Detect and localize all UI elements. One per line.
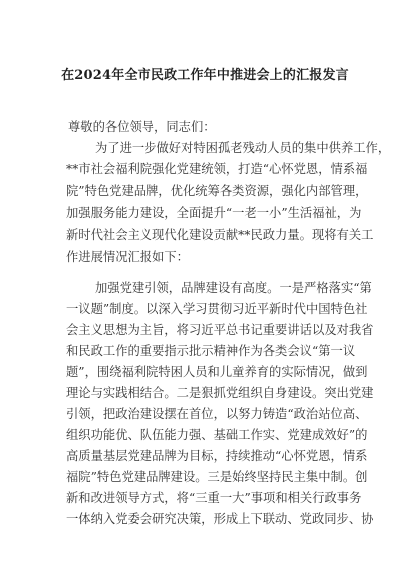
paragraph-2-line: 一体纳入党委会研究决策，形成上下联动、党政同步、协: [66, 512, 374, 526]
document-title: 在2024年全市民政工作年中推进会上的汇报发言: [61, 68, 349, 83]
paragraph-1-line: 为了进一步做好对特困孤老残动人员的集中供养工作，: [95, 141, 391, 155]
paragraph-2-line: 高质量基层党建品牌为目标，持续推动“心怀党恩，情系: [66, 449, 368, 463]
paragraph-2-line: 福院”特色党建品牌建设。三是始终坚持民主集中制。创: [66, 470, 368, 484]
paragraph-2-line: 加强党建引领，品牌建设有高度。一是严格落实“第: [95, 281, 372, 295]
paragraph-1-line: 院”特色党建品牌，优化统筹各类资源，强化内部管理，: [66, 184, 368, 198]
paragraph-1-line: 加强服务能力建设，全面提升“一老一小”生活福祉，为: [66, 206, 362, 220]
paragraph-2-line: 理论与实践相结合。二是狠抓党组织自身建设。突出党建: [66, 386, 374, 400]
paragraph-2-line: 会主义思想为主旨，将习近平总书记重要讲话以及对我省: [66, 323, 374, 337]
paragraph-1-line: 新时代社会主义现代化建设贡献**民政力量。现将有关工: [66, 228, 374, 242]
paragraph-2-line: 一议题”制度。以深入学习贯彻习近平新时代中国特色社: [66, 302, 368, 316]
paragraph-1-line: **市社会福利院强化党建统领，打造“心怀党恩，情系福: [66, 162, 368, 176]
paragraph-2-line: 题”，围绕福利院特困人员和儿童养育的实际情况，做到: [66, 365, 368, 379]
paragraph-2-line: 引领，把政治建设摆在首位，以努力铸造“政治站位高、: [66, 407, 368, 421]
salutation: 尊敬的各位领导，同志们：: [68, 120, 216, 134]
paragraph-1-line: 作进展情况汇报如下：: [66, 250, 189, 264]
paragraph-2-line: 组织功能优、队伍能力强、基础工作实、党建成效好”的: [66, 428, 368, 442]
paragraph-2-line: 和民政工作的重要指示批示精神作为各类会议“第一议: [66, 344, 356, 358]
paragraph-2-line: 新和改进领导方式，将“三重一大”事项和相关行政事务: [66, 491, 362, 505]
